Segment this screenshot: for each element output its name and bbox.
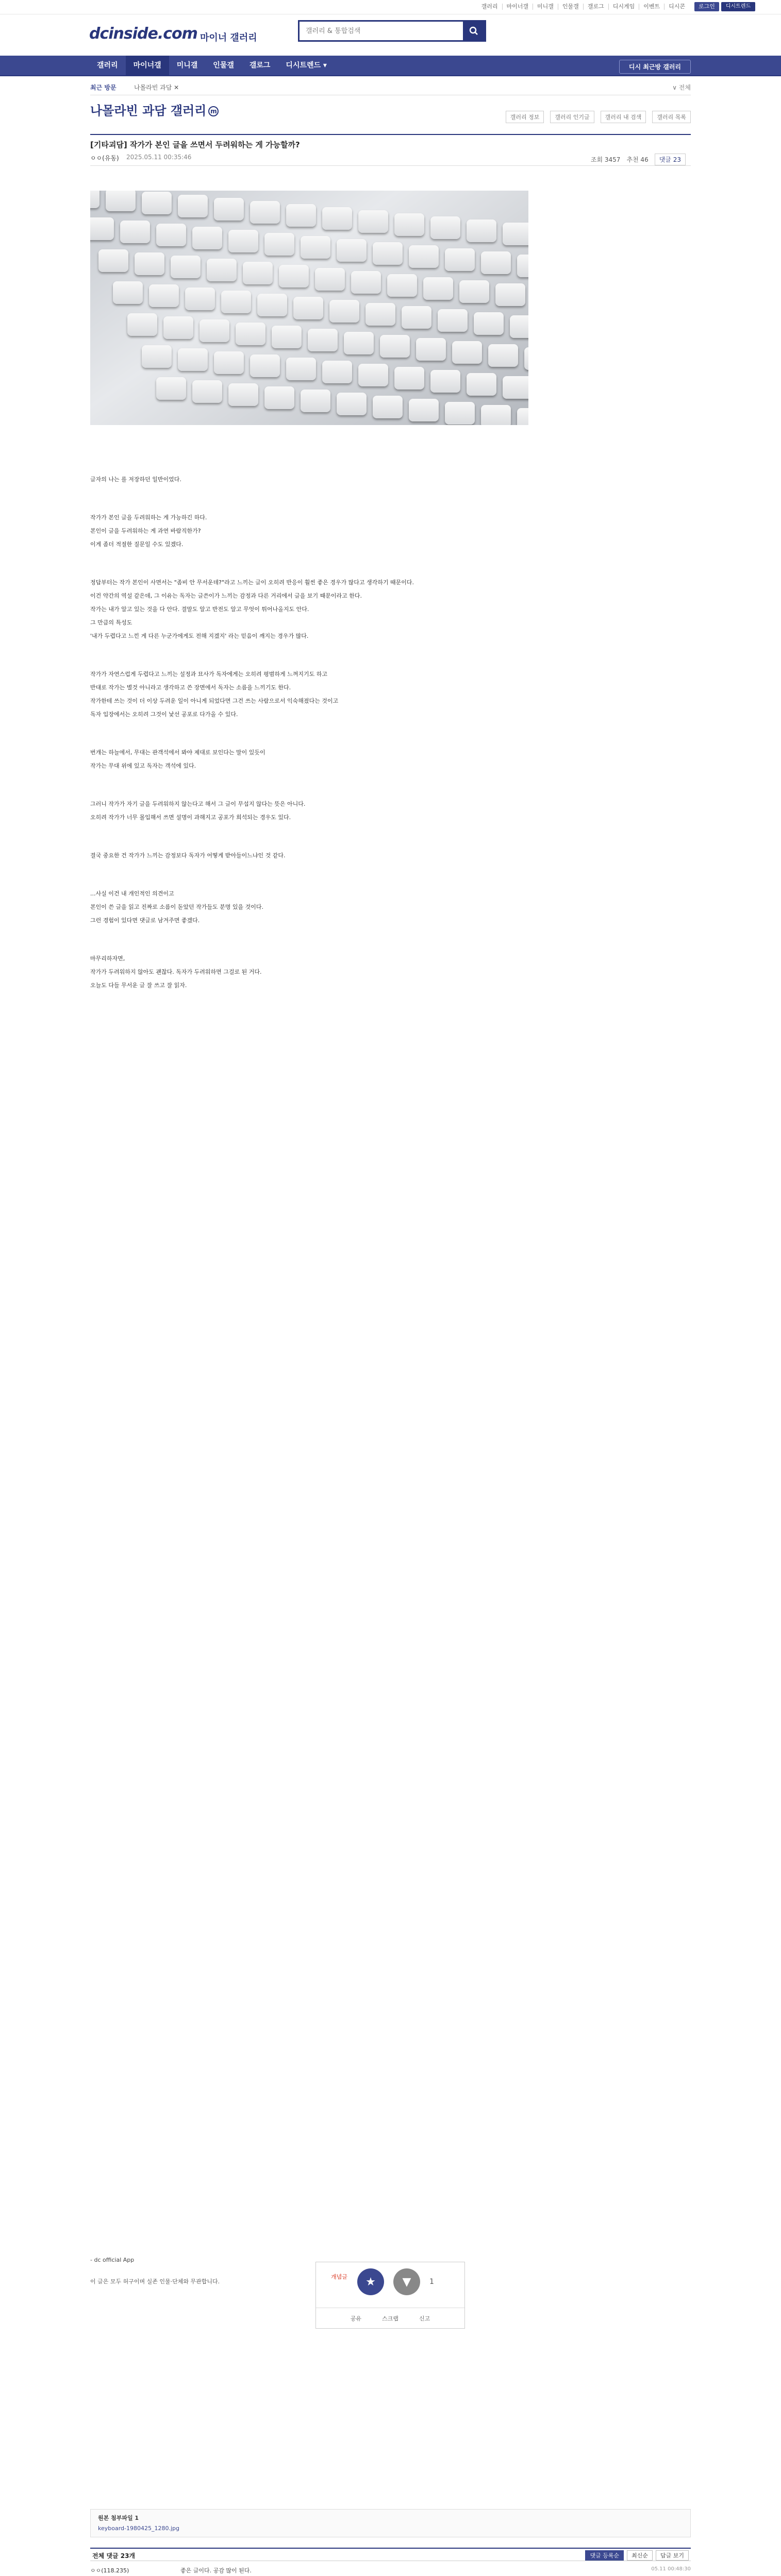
keyboard-key: [430, 216, 460, 239]
keyboard-key: [207, 259, 237, 281]
keyboard-key: [200, 319, 229, 342]
keyboard-key: [149, 284, 179, 307]
keyboard-key: [250, 201, 280, 224]
keyboard-key: [257, 294, 287, 316]
sort-order-button[interactable]: 댓글 등록순: [585, 2550, 624, 2561]
gallery-tool[interactable]: 갤러리 인기글: [550, 111, 594, 123]
post-title: [기타괴담] 작가가 본인 글을 쓰면서 두려워하는 게 가능할까?: [90, 140, 300, 149]
keyboard-key: [467, 219, 496, 242]
body-paragraph: 마무리하자면,: [90, 955, 125, 962]
keyboard-key: [163, 316, 193, 339]
keyboard-key: [214, 198, 244, 221]
nav-gallog[interactable]: 갤로그: [249, 61, 271, 70]
scrap-button[interactable]: 스크랩: [382, 2315, 398, 2322]
keyboard-key: [308, 329, 338, 351]
body-paragraph: 이게 좀더 적절한 질문일 수도 있겠다.: [90, 541, 184, 548]
paragraph-gap: [90, 862, 606, 887]
body-paragraph: 반대로 작가는 별것 아니라고 생각하고 쓴 장면에서 독자는 소름을 느끼기도 한다.: [90, 684, 291, 691]
comment-row: [90, 2563, 691, 2576]
keyboard-key: [416, 338, 446, 361]
nav-gallery[interactable]: 갤러리: [97, 61, 118, 70]
header: [0, 14, 781, 56]
keyboard-key: [452, 341, 482, 364]
keyboard-key: [178, 348, 208, 371]
keyboard-key: [98, 249, 128, 272]
keyboard-key: [156, 377, 186, 400]
utility-link[interactable]: 갤러리: [481, 3, 498, 10]
keyboard-key: [517, 408, 528, 425]
gallery-tool[interactable]: 갤러리 정보: [506, 111, 544, 123]
keyboard-key: [171, 256, 201, 278]
keyboard-key: [423, 277, 453, 300]
keyboard-key: [438, 309, 468, 332]
keyboard-key: [503, 223, 528, 245]
keyboard-key: [409, 245, 439, 268]
body-paragraph: 작가한테 쓰는 것이 더 이상 두려운 일이 아니게 되었다면 그건 쓰는 사람으로서 익숙해졌다는 것이고: [90, 698, 339, 704]
downvote-count: 1: [429, 2278, 434, 2286]
site-logo[interactable]: dcinside.com: [89, 25, 197, 43]
trend-button[interactable]: 디시트렌드: [721, 2, 755, 11]
post-stats: [591, 154, 686, 165]
utility-link[interactable]: 미니갤: [533, 4, 558, 10]
keyboard-key: [503, 376, 528, 399]
nav-dctrend[interactable]: 디시트렌드 ▾: [286, 61, 327, 70]
keyboard-key: [351, 271, 381, 294]
minor-badge-icon: m: [208, 106, 219, 116]
keyboard-key: [524, 347, 528, 370]
keyboard-key: [301, 389, 330, 412]
keyboard-key: [445, 402, 475, 425]
body-paragraph: 오늘도 다들 무서운 글 잘 쓰고 잘 읽자.: [90, 982, 187, 989]
keyboard-key: [373, 242, 403, 265]
paragraph-gap: [90, 773, 606, 798]
recent-visit-item[interactable]: 나몰라빈 과담 ✕: [134, 84, 179, 91]
keyboard-key: [337, 239, 367, 262]
thumb-down-icon: ▼: [402, 2275, 411, 2289]
utility-link[interactable]: 이벤트: [639, 4, 664, 10]
keyboard-key: [264, 386, 294, 409]
keyboard-key: [236, 323, 265, 345]
keyboard-key: [481, 251, 511, 274]
comment-list: [90, 2563, 691, 2576]
keyboard-key: [301, 236, 330, 259]
star-icon: ★: [365, 2275, 376, 2289]
keyboard-key: [142, 345, 172, 368]
keyboard-key: [488, 344, 518, 367]
recent-visit-toggle[interactable]: ∨ 전체: [672, 84, 691, 91]
keyboard-key: [127, 313, 157, 336]
keyboard-key: [459, 280, 489, 303]
nav-minor-gallery[interactable]: 마이너갤: [126, 56, 169, 75]
body-paragraph: 작가는 내가 알고 있는 것을 다 안다. 결말도 알고 반전도 알고 무엇이 튀어나올지도 안다.: [90, 606, 309, 613]
keyboard-key: [228, 383, 258, 406]
keyboard-key: [293, 297, 323, 319]
paragraph-gap: [90, 824, 606, 849]
keyboard-key: [322, 207, 352, 230]
nav-mini-gallery[interactable]: 미니갤: [176, 61, 198, 70]
body-paragraph: ...사실 이건 내 개인적인 의견이고: [90, 890, 174, 897]
keyboard-key: [178, 195, 208, 217]
keyboard-key: [380, 335, 410, 358]
utility-link[interactable]: 인물갤: [558, 4, 583, 10]
keyboard-key: [142, 192, 172, 214]
recent-visit-bar: [90, 80, 691, 95]
body-paragraph: 작가가 본인 글을 두려워하는 게 가능하긴 하다.: [90, 514, 207, 521]
keyboard-key: [192, 380, 222, 403]
keyboard-key: [185, 287, 215, 310]
gallery-tools: [506, 111, 691, 123]
post-action-buttons: [316, 2308, 464, 2328]
body-paragraph: '내가 두렵다고 느낀 게 다른 누군가에게도 전해 지겠지' 라는 믿음이 깨지는 경우가 많다.: [90, 633, 309, 639]
post-header: [90, 134, 691, 166]
utility-links: [477, 4, 689, 10]
keyboard-key: [106, 191, 136, 211]
keyboard-key: [322, 361, 352, 383]
body-paragraph: 본인이 쓴 글을 읽고 진짜로 소름이 돋았던 작가들도 분명 있을 것이다.: [90, 904, 263, 910]
downvote-button[interactable]: [393, 2268, 420, 2295]
keyboard-key: [286, 358, 316, 380]
body-paragraph: 독자 입장에서는 오히려 그것이 낯선 공포로 다가올 수 있다.: [90, 711, 238, 718]
body-paragraph: 글자의 나는 를 저장하던 일반이었다.: [90, 476, 181, 483]
paragraph-gap: [90, 721, 606, 746]
post-image-keyboard: [90, 191, 528, 425]
utility-link[interactable]: 갤로그: [583, 4, 608, 10]
keyboard-key: [358, 364, 388, 386]
comment-nick[interactable]: ㅇㅇ(118.235): [90, 2567, 129, 2574]
paragraph-gap: [90, 927, 606, 952]
recommend-box: [315, 2262, 465, 2329]
attachment-heading: 원본 첨부파일 1: [98, 2515, 139, 2521]
keyboard-key: [250, 354, 280, 377]
login-button[interactable]: 로그인: [694, 2, 719, 11]
keyboard-key: [120, 221, 150, 243]
paragraph-gap: [90, 486, 606, 511]
keyboard-key: [445, 248, 475, 271]
post-date: 2025.05.11 00:35:46: [126, 154, 192, 161]
share-button[interactable]: 공유: [350, 2315, 362, 2322]
keyboard-key: [510, 315, 528, 338]
gallery-title[interactable]: [90, 100, 219, 118]
body-paragraph: 그런 경험이 있다면 댓글로 남겨주면 좋겠다.: [90, 917, 200, 924]
upvote-button[interactable]: [357, 2268, 384, 2295]
logo-subtitle[interactable]: 마이너 갤러리: [200, 32, 257, 43]
body-paragraph: 작가가 두려워하지 않아도 괜찮다. 독자가 두려워하면 그걸로 된 거다.: [90, 969, 262, 975]
recommend-count: 추천 46: [626, 156, 649, 163]
keyboard-key: [228, 230, 258, 252]
search-button[interactable]: [463, 22, 485, 40]
utility-link[interactable]: 마이너갤: [502, 4, 533, 10]
report-button[interactable]: 신고: [419, 2315, 430, 2322]
attachment-box: [90, 2509, 691, 2537]
search-input[interactable]: [300, 22, 459, 40]
keyboard-key: [113, 281, 143, 304]
keyboard-key: [387, 274, 417, 297]
gallery-title-text: 나몰라빈 과담 갤러리: [90, 104, 207, 118]
keyboard-key: [315, 268, 345, 291]
keyboard-key: [344, 332, 374, 354]
keyboard-key: [517, 255, 528, 277]
gallery-tool[interactable]: 갤러리 목록: [652, 111, 691, 123]
comment-date: 05.11 00:48:30: [651, 2566, 691, 2572]
body-paragraph: 정답부터는 작가 본인이 사면서는 "좀비 안 무서운데?"라고 느끼는 글이 오히려 반응이 훨씬 좋은 경우가 많다고 생각하기 때문이다.: [90, 579, 414, 586]
body-paragraph: 결국 중요한 건 작가가 느끼는 감정보다 독자가 어떻게 받아들이느냐인 것 같다.: [90, 852, 286, 859]
search-icon: [469, 26, 478, 36]
keyboard-key: [272, 326, 302, 348]
keyboard-key: [394, 367, 424, 389]
keyboard-key: [221, 291, 251, 313]
keyboard-key: [192, 227, 222, 249]
paragraph-gap: [90, 643, 606, 668]
comment-total: 전체 댓글 23개: [92, 2552, 136, 2560]
comment-bar: [90, 2548, 691, 2561]
utility-link[interactable]: 디시콘: [664, 4, 689, 10]
recent-visit-label: 최근 방문: [90, 84, 117, 91]
body-paragraph: 이건 약간의 역설 같은데, 그 이유는 독자는 글쓴이가 느끼는 감정과 다른 거리에서 글을 보기 때문이라고 한다.: [90, 592, 362, 599]
keyboard-key: [373, 396, 403, 418]
keyboard-key: [402, 306, 431, 329]
recent-gallery-button[interactable]: 디시 최근방 갤러리: [619, 60, 691, 74]
keyboard-key: [337, 393, 367, 415]
keyboard-key: [264, 233, 294, 256]
keyboard-key: [394, 213, 424, 236]
attachment-link[interactable]: keyboard-1980425_1280.jpg: [98, 2525, 179, 2532]
body-paragraph: 그 만큼의 특성도: [90, 619, 132, 626]
keyboard-key: [156, 224, 186, 246]
keyboard-key: [279, 265, 309, 287]
paragraph-gap: [90, 551, 606, 576]
keyboard-key: [329, 300, 359, 323]
body-paragraph: 본인이 글을 두려워하는 게 과연 바람직한가?: [90, 528, 201, 534]
comment-text: 좋은 글이다. 공감 많이 된다.: [180, 2567, 252, 2574]
search-box: [298, 20, 486, 42]
body-paragraph: 번개는 하늘에서, 무대는 관객석에서 봐야 제대로 보인다는 말이 있듯이: [90, 749, 265, 756]
view-count: 조회 3457: [590, 156, 621, 163]
keyboard-key: [90, 217, 114, 240]
sort-latest-button[interactable]: 최신순: [627, 2550, 653, 2561]
keyboard-key: [214, 351, 244, 374]
keyboard-key: [409, 399, 439, 421]
post-disclaimer: 이 글은 모두 허구이며 실존 인물·단체와 무관합니다.: [90, 2278, 220, 2285]
body-paragraph: 그러니 작가가 자기 글을 두려워하지 않는다고 해서 그 글이 무섭지 않다는 뜻은 아니다.: [90, 801, 306, 807]
keyboard-key: [467, 373, 496, 396]
body-paragraph: 오히려 작가가 너무 몰입해서 쓰면 설명이 과해지고 공포가 희석되는 경우도 있다.: [90, 814, 291, 821]
body-paragraph: 작가는 무대 위에 있고 독자는 객석에 있다.: [90, 762, 196, 769]
keyboard-key: [358, 210, 388, 233]
keyboard-key: [243, 262, 273, 284]
keyboard-key: [495, 283, 525, 306]
body-paragraph: 작가가 자연스럽게 두렵다고 느끼는 설정과 묘사가 독자에게는 오히려 평범하게 느껴지기도 하고: [90, 671, 328, 677]
keyboard-key: [286, 204, 316, 227]
post-body: [90, 473, 606, 992]
keyboard-key: [90, 191, 99, 208]
keyboard-key: [365, 303, 395, 326]
concept-label: 개념글: [331, 2274, 347, 2280]
main-nav: [0, 56, 781, 76]
utility-bar: [0, 0, 781, 14]
keyboard-key: [430, 370, 460, 393]
utility-link[interactable]: 디시게임: [608, 4, 639, 10]
nav-person-gallery[interactable]: 인물갤: [213, 61, 234, 70]
post-writer[interactable]: ㅇㅇ(유동): [90, 155, 119, 162]
show-replies-button[interactable]: 답글 보기: [656, 2550, 689, 2561]
post-source: - dc official App: [90, 2257, 135, 2263]
comment-count-button[interactable]: 댓글 23: [655, 154, 686, 165]
keyboard-key: [474, 312, 504, 335]
gallery-tool[interactable]: 갤러리 내 검색: [601, 111, 646, 123]
keyboard-key: [135, 252, 164, 275]
keyboard-key: [481, 405, 511, 425]
